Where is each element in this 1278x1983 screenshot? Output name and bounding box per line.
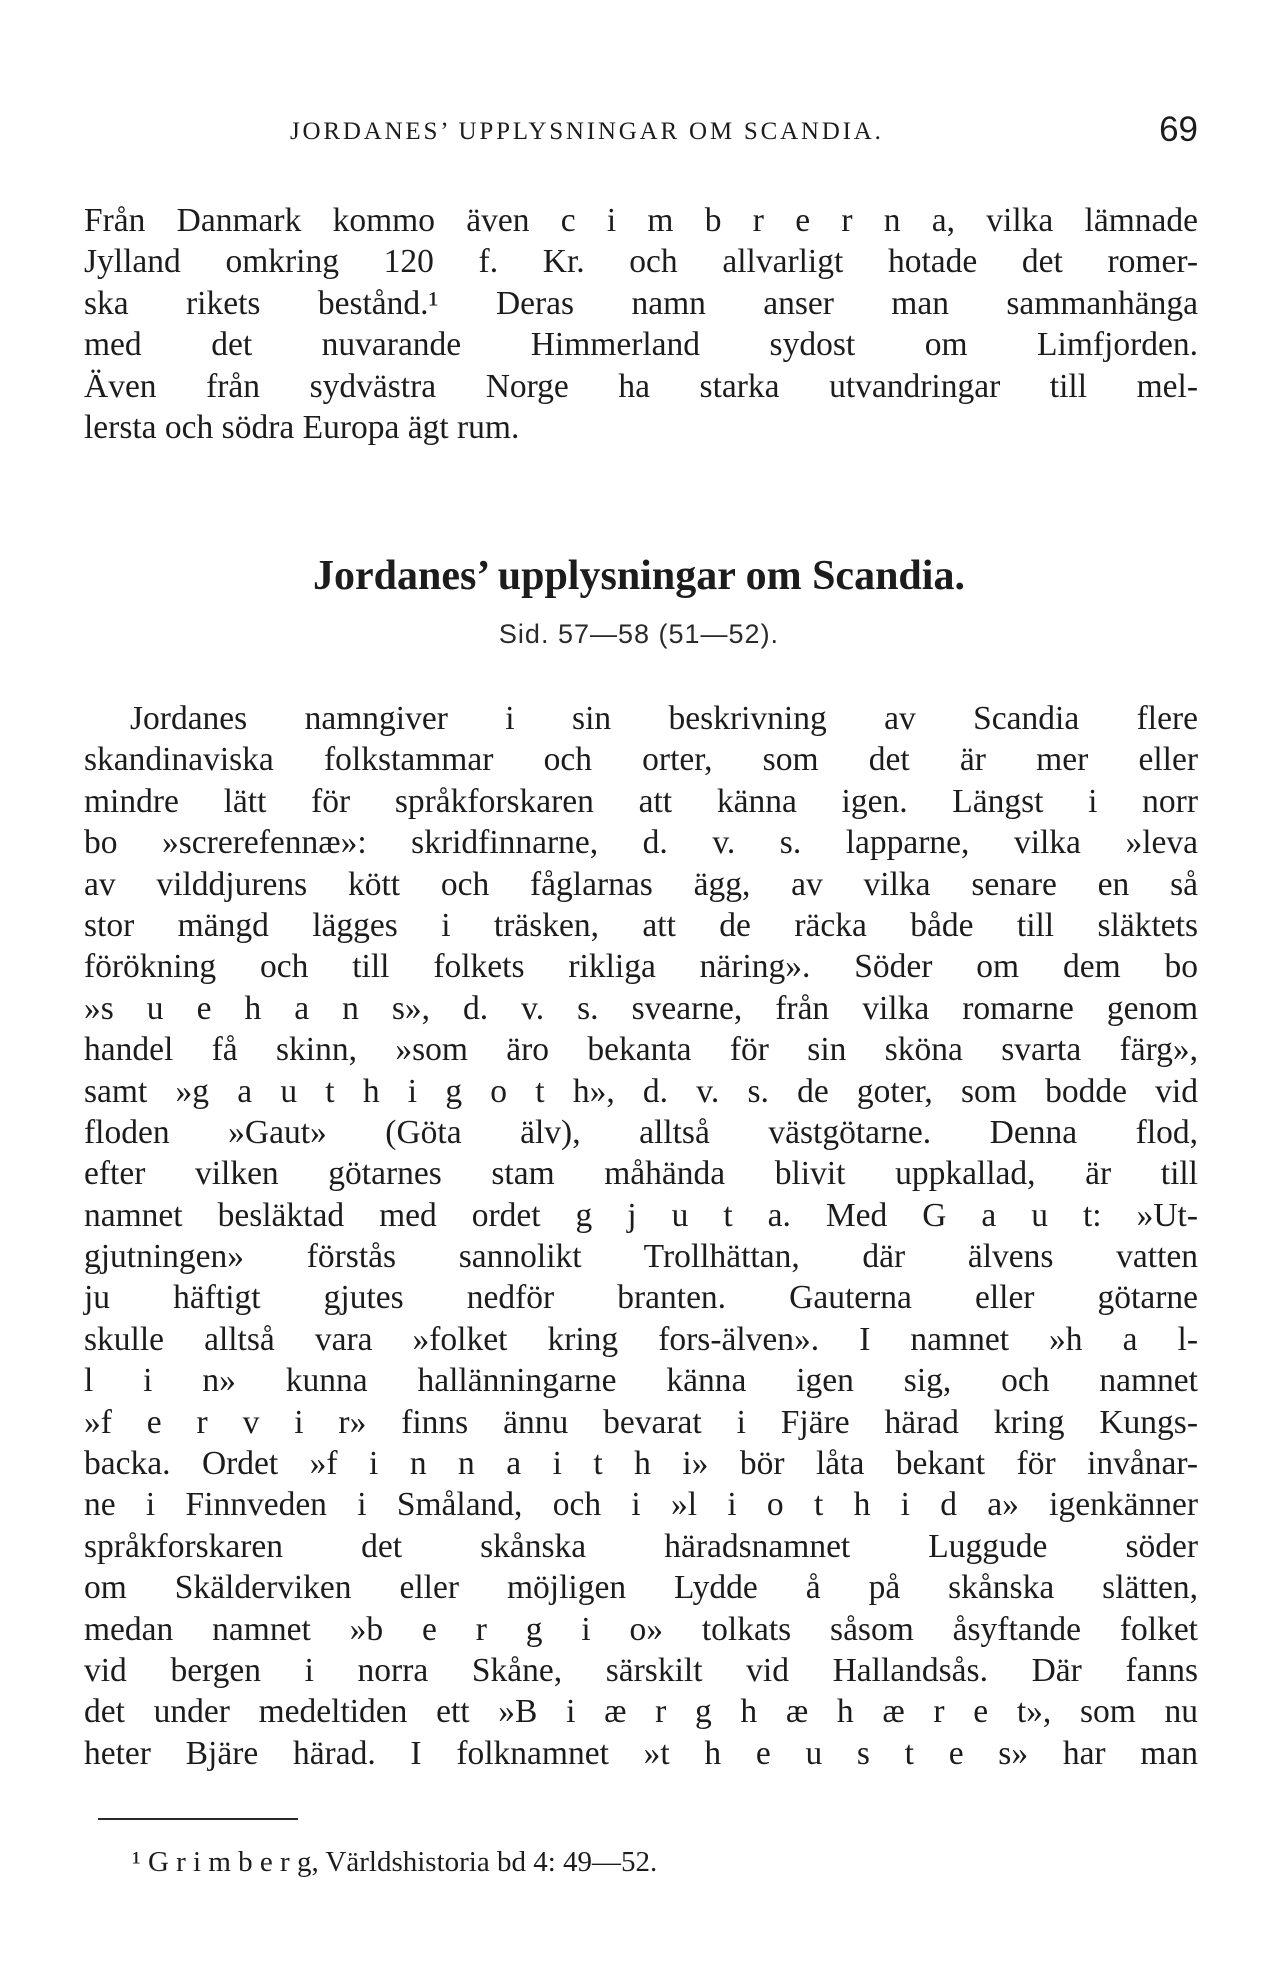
text-line: bo »screrefennæ»: skridfinnarne, d. v. s. lapparne, vilka »leva [84,824,1198,862]
text-line: mindre lätt för språkforskaren att känna igen. Längst i norr [84,782,1198,820]
text-line: ne i Finnveden i Småland, och i »l i o t h i d a» igenkänner [84,1486,1198,1524]
text-line: »s u e h a n s», d. v. s. svearne, från vilka romarne genom [84,989,1198,1027]
text-line: Jylland omkring 120 f. Kr. och allvarligt hotade det romer- [84,243,1198,281]
running-header [84,108,1198,158]
section-page-reference: Sid. 57—58 (51—52). [498,619,780,649]
body-paragraph [84,698,1198,1774]
text-line: medan namnet »b e r g i o» tolkats såsom åsyftande folket [84,1610,1198,1648]
footnote-divider [98,1818,298,1820]
text-line: skulle alltså vara »folket kring fors-älven». I namnet »h a l- [84,1320,1198,1358]
text-line: floden »Gaut» (Göta älv), alltså västgötarne. Denna flod, [84,1113,1198,1151]
text-line: efter vilken götarnes stam måhända blivit uppkallad, är till [84,1155,1198,1193]
text-line: med det nuvarande Himmerland sydost om Limfjorden. [84,326,1198,364]
intro-paragraph [84,200,1198,448]
text-line: språkforskaren det skånska häradsnamnet Luggude söder [84,1527,1198,1565]
running-title: JORDANES’ UPPLYSNINGAR OM SCANDIA. [290,118,884,145]
text-line: handel få skinn, »som äro bekanta för sin sköna svarta färg», [84,1031,1198,1069]
text-line: samt »g a u t h i g o t h», d. v. s. de goter, som bodde vid [84,1072,1198,1110]
page-number: 69 [1159,110,1198,149]
text-line: Även från sydvästra Norge ha starka utvandringar till mel- [84,367,1198,405]
text-line: stor mängd lägges i träsken, att de räcka både till släktets [84,906,1198,944]
text-line: vid bergen i norra Skåne, särskilt vid Hallandsås. Där fanns [84,1651,1198,1689]
text-line: heter Bjäre härad. I folknamnet »t h e u s t e s» har man [84,1734,1198,1772]
text-line: lersta och södra Europa ägt rum. [84,408,520,446]
text-line: Från Danmark kommo även c i m b r e r n a, vilka lämnade [84,202,1198,239]
text-line: backa. Ordet »f i n n a i t h i» bör låta bekant för invånar- [84,1445,1198,1483]
text-line: Jordanes namngiver i sin beskrivning av Scandia flere [130,700,1198,737]
text-line: namnet besläktad med ordet g j u t a. Med G a u t: »Ut- [84,1196,1198,1234]
text-line: ska rikets bestånd.¹ Deras namn anser man sammanhänga [84,284,1198,322]
footnote: ¹ G r i m b e r g, Världshistoria bd 4: 49—52. [132,1846,658,1878]
text-line: av vilddjurens kött och fåglarnas ägg, av vilka senare en så [84,865,1198,903]
text-line: förökning och till folkets rikliga näring». Söder om dem bo [84,948,1198,986]
text-line: l i n» kunna hallänningarne känna igen sig, och namnet [84,1362,1198,1400]
section-heading: Jordanes’ upplysningar om Scandia. [313,553,965,599]
text-line: »f e r v i r» finns ännu bevarat i Fjäre härad kring Kungs- [84,1403,1198,1441]
text-line: det under medeltiden ett »B i æ r g h æ h æ r e t», som nu [84,1693,1198,1731]
text-line: gjutningen» förstås sannolikt Trollhättan, där älvens vatten [84,1238,1198,1276]
text-line: om Skälderviken eller möjligen Lydde å på skånska slätten, [84,1569,1198,1607]
text-line: ju häftigt gjutes nedför branten. Gauterna eller götarne [84,1279,1198,1317]
text-line: skandinaviska folkstammar och orter, som det är mer eller [84,741,1198,779]
